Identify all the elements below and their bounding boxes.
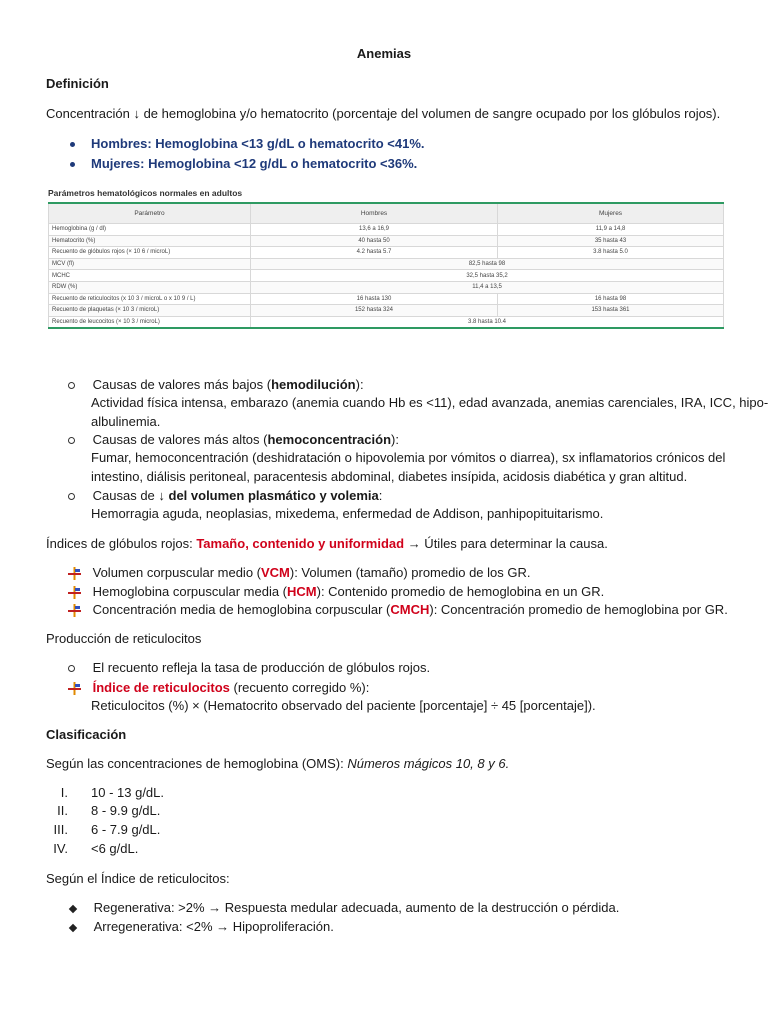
roman-1: I.	[60, 785, 68, 800]
table-cell-parametro: Hematocrito (%)	[49, 235, 251, 247]
clasificacion-item-3: 6 - 7.9 g/dL.	[91, 822, 161, 837]
diamond-bullet-icon	[69, 923, 77, 931]
reticulocitos-item-2: Índice de reticulocitos (recuento corregido %):	[68, 680, 369, 695]
pin-icon	[68, 567, 81, 580]
bullet-hombres: Hombres: Hemoglobina <13 g/dL o hematocrito <41%.	[70, 136, 425, 151]
table-cell-mujeres: 35 hasta 43	[498, 235, 724, 247]
table-row	[49, 258, 724, 270]
table-cell-ambos: 32,5 hasta 35,2	[251, 270, 724, 282]
clasificacion-oms: Según las concentraciones de hemoglobina (OMS): Números mágicos 10, 8 y 6.	[46, 756, 510, 771]
causa-3: Causas de ↓ del volumen plasmático y volemia:	[68, 488, 382, 503]
table-cell-hombres: 13,6 a 16,9	[251, 224, 498, 236]
table-cell-ambos: 11,4 a 13,5	[251, 281, 724, 293]
pin-icon	[68, 586, 81, 599]
table-row	[49, 316, 724, 328]
table-row	[49, 247, 724, 259]
roman-3: III.	[53, 822, 68, 837]
indice-reticulocitos-heading: Según el Índice de reticulocitos:	[46, 871, 230, 886]
reticulocitos-formula: Reticulocitos (%) × (Hematocrito observado del paciente [porcentaje] ÷ 45 [porcentaje]).	[91, 698, 596, 713]
definicion-heading: Definición	[46, 76, 109, 91]
indices-line: Índices de glóbulos rojos: Tamaño, contenido y uniformidad → Útiles para determinar la causa.	[46, 536, 608, 551]
reticulocitos-item-1: El recuento refleja la tasa de producción de glóbulos rojos.	[68, 660, 430, 675]
table-cell-hombres: 40 hasta 50	[251, 235, 498, 247]
causa-2-desc-1: Fumar, hemoconcentración (deshidratación o hipovolemia por vómitos o diarrea), sx inflamatorios crónicos del	[91, 450, 726, 465]
table-caption: Parámetros hematológicos normales en adultos	[48, 188, 243, 198]
bullet-dot-icon	[70, 162, 75, 167]
regenerativa-item: Regenerativa: >2% → Respuesta medular adecuada, aumento de la destrucción o pérdida.	[70, 900, 619, 915]
clasificacion-heading: Clasificación	[46, 727, 127, 742]
table-row	[49, 235, 724, 247]
circle-bullet-icon	[68, 493, 75, 500]
table-cell-mujeres: 3.8 hasta 5.0	[498, 247, 724, 259]
table-cell-parametro: MCHC	[49, 270, 251, 282]
down-arrow-icon: ↓	[133, 106, 140, 121]
bullet-mujeres: Mujeres: Hemoglobina <12 g/dL o hematocrito <36%.	[70, 156, 417, 171]
table-cell-parametro: MCV (fl)	[49, 258, 251, 270]
definicion-text: Concentración ↓ de hemoglobina y/o hematocrito (porcentaje del volumen de sangre ocupado por los glóbulos rojos).	[46, 106, 721, 121]
table-cell-mujeres: 11,9 a 14,8	[498, 224, 724, 236]
reticulocitos-heading: Producción de reticulocitos	[46, 631, 202, 646]
table-cell-hombres: 4.2 hasta 5.7	[251, 247, 498, 259]
roman-2: II.	[57, 803, 68, 818]
table-cell-parametro: Hemoglobina (g / dl)	[49, 224, 251, 236]
pin-icon	[68, 604, 81, 617]
table-cell-hombres: 152 hasta 324	[251, 305, 498, 317]
arregenerativa-item: Arregenerativa: <2% → Hipoproliferación.	[70, 919, 334, 934]
bullet-dot-icon	[70, 142, 75, 147]
table-cell-ambos: 82,5 hasta 98	[251, 258, 724, 270]
table-row	[49, 293, 724, 305]
causa-1: Causas de valores más bajos (hemodilución):	[68, 377, 364, 392]
table-header-mujeres: Mujeres	[498, 203, 724, 224]
table-row	[49, 270, 724, 282]
circle-bullet-icon	[68, 382, 75, 389]
clasificacion-item-4: <6 g/dL.	[91, 841, 139, 856]
table-row	[49, 305, 724, 317]
causa-2-desc-2: intestino, diálisis peritoneal, paracentesis abdominal, diabetes insípida, acidosis diabética y gran altitud.	[91, 469, 688, 484]
roman-4: IV.	[53, 841, 68, 856]
table-cell-ambos: 3.8 hasta 10.4	[251, 316, 724, 328]
table-header-parametro: Parámetro	[49, 203, 251, 224]
table-cell-parametro: Recuento de reticulocitos (x 10 3 / microL o x 10 9 / L)	[49, 293, 251, 305]
diamond-bullet-icon	[69, 904, 77, 912]
table-header-row	[49, 203, 724, 224]
circle-bullet-icon	[68, 665, 75, 672]
table-header-hombres: Hombres	[251, 203, 498, 224]
indice-hcm: Hemoglobina corpuscular media (HCM): Contenido promedio de hemoglobina en un GR.	[68, 584, 604, 599]
table-cell-parametro: RDW (%)	[49, 281, 251, 293]
table-cell-parametro: Recuento de glóbulos rojos (× 10 6 / microL)	[49, 247, 251, 259]
indice-cmch: Concentración media de hemoglobina corpuscular (CMCH): Concentración promedio de hemoglobina por GR.	[68, 602, 728, 617]
circle-bullet-icon	[68, 437, 75, 444]
table-cell-parametro: Recuento de plaquetas (× 10 3 / microL)	[49, 305, 251, 317]
causa-1-desc-2: albulinemia.	[91, 414, 161, 429]
clasificacion-item-2: 8 - 9.9 g/dL.	[91, 803, 161, 818]
table-cell-hombres: 16 hasta 130	[251, 293, 498, 305]
causa-3-desc-1: Hemorragia aguda, neoplasias, mixedema, enfermedad de Addison, panhipopituitarismo.	[91, 506, 604, 521]
pin-icon	[68, 682, 81, 695]
causa-2: Causas de valores más altos (hemoconcentración):	[68, 432, 399, 447]
clasificacion-item-1: 10 - 13 g/dL.	[91, 785, 164, 800]
table-row	[49, 281, 724, 293]
page-title: Anemias	[356, 46, 412, 61]
table-row	[49, 224, 724, 236]
table-cell-mujeres: 153 hasta 361	[498, 305, 724, 317]
indice-vcm: Volumen corpuscular medio (VCM): Volumen (tamaño) promedio de los GR.	[68, 565, 530, 580]
table-cell-parametro: Recuento de leucocitos (× 10 3 / microL)	[49, 316, 251, 328]
table-cell-mujeres: 16 hasta 98	[498, 293, 724, 305]
causa-1-desc-1: Actividad física intensa, embarazo (anemia cuando Hb es <11), edad avanzada, anemias carenciales, IRA, ICC, hipo-	[91, 395, 768, 410]
parametros-table	[48, 202, 724, 329]
